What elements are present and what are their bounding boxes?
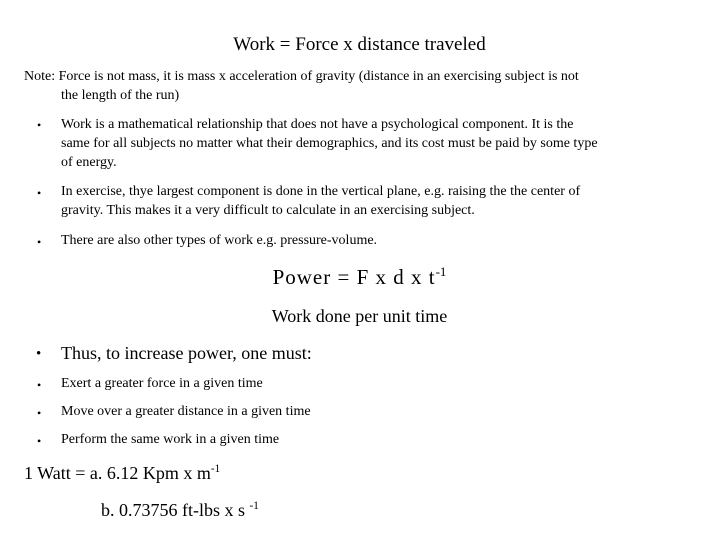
watt-exponent-2: -1 [249, 500, 259, 512]
bullet-icon: • [37, 186, 42, 200]
list-item [61, 115, 598, 172]
bullet-line: gravity. This makes it a very difficult to calculate in an exercising subject. [61, 203, 475, 218]
list-item [61, 231, 377, 250]
bullet-icon: • [36, 346, 42, 362]
bullet-line: Work is a mathematical relationship that does not have a psychological component. It is the [61, 117, 574, 132]
page-title: Work = Force x distance traveled [233, 34, 486, 55]
increase-heading: Thus, to increase power, one must: [61, 343, 312, 363]
bullet-icon: • [37, 406, 42, 420]
bullet-line: same for all subjects no matter what their demographics, and its cost must be paid by some type [61, 136, 598, 151]
note-line-1: Note: Force is not mass, it is mass x acceleration of gravity (distance in an exercising subject is not [24, 69, 579, 84]
list-item [61, 182, 580, 220]
bullet-icon: • [37, 434, 42, 448]
bullet-icon: • [37, 235, 42, 249]
bullet-icon: • [37, 118, 42, 132]
watt-exponent-1: -1 [210, 463, 221, 475]
note-line-2: the length of the run) [61, 88, 180, 103]
bullet-icon: • [37, 378, 42, 392]
watt-line-2: b. 0.73756 ft-lbs x s [101, 500, 250, 520]
power-formula-text: Power = F x d x t [272, 265, 436, 289]
watt-conversion-a [24, 463, 220, 484]
note-paragraph [24, 67, 579, 105]
list-item: Exert a greater force in a given time [61, 376, 263, 391]
bullet-line: There are also other types of work e.g. pressure-volume. [61, 233, 378, 248]
power-exponent: -1 [435, 264, 447, 279]
list-item: Perform the same work in a given time [61, 432, 280, 447]
power-formula [0, 265, 719, 290]
watt-conversion-b [101, 500, 259, 521]
power-subtitle: Work done per unit time [271, 306, 448, 326]
list-item: Move over a greater distance in a given time [61, 404, 311, 419]
bullet-line: In exercise, thye largest component is done in the vertical plane, e.g. raising the the center of [61, 184, 581, 199]
bullet-line: of energy. [61, 155, 117, 170]
watt-line-1: 1 Watt = a. 6.12 Kpm x m [24, 463, 211, 483]
